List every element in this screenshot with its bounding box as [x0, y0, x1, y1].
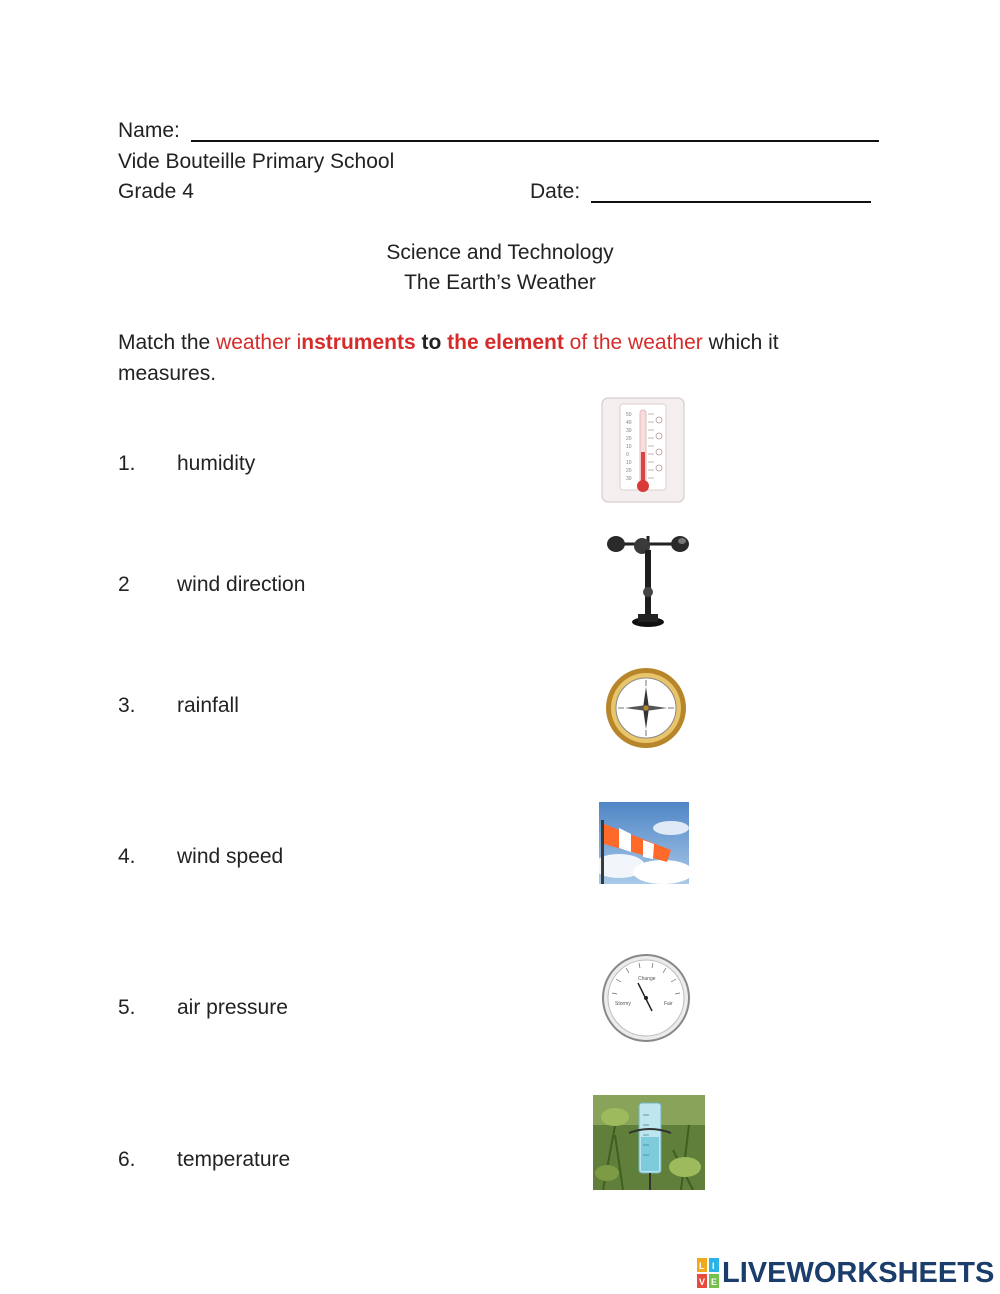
instr-part: nstruments — [301, 331, 416, 354]
item-label-humidity[interactable]: humidity — [177, 452, 256, 475]
item-label-wind-direction[interactable]: wind direction — [177, 573, 306, 596]
thermometer-scale-label: 20 — [626, 468, 632, 474]
instruction-line-2: measures. — [118, 362, 217, 385]
logo-text: LIVEWORKSHEETS — [722, 1256, 995, 1289]
item-number: 3. — [118, 694, 136, 717]
instruction-line-1 — [118, 330, 779, 356]
subject-title: Science and Technology — [386, 241, 614, 264]
compass-image[interactable] — [603, 667, 689, 749]
logo-letter: V — [699, 1277, 706, 1287]
windsock-image[interactable] — [599, 802, 689, 884]
item-label-wind-speed[interactable]: wind speed — [177, 845, 284, 868]
instr-part: the element — [447, 331, 564, 354]
item-number: 4. — [118, 845, 136, 868]
logo-letter: E — [711, 1277, 718, 1287]
item-number: 6. — [118, 1148, 136, 1171]
thermometer-scale-label: 30 — [626, 476, 632, 482]
instr-part: weather i — [216, 331, 302, 354]
item-label-air-pressure[interactable]: air pressure — [177, 996, 288, 1019]
barometer-dial-label: Fair — [664, 1001, 673, 1007]
item-number: 1. — [118, 452, 136, 475]
thermometer-scale-label: 30 — [626, 428, 632, 434]
barometer-dial-label: Change — [638, 976, 656, 982]
instr-part: which it — [702, 331, 779, 354]
rain-gauge-image[interactable] — [593, 1095, 705, 1190]
name-label: Name: — [118, 119, 180, 142]
school-name: Vide Bouteille Primary School — [118, 150, 395, 173]
logo-letter: I — [712, 1261, 715, 1271]
item-number: 5. — [118, 996, 136, 1019]
thermometer-scale-label: 0 — [626, 452, 629, 458]
item-label-rainfall[interactable]: rainfall — [177, 694, 239, 717]
thermometer-scale-label: 40 — [626, 420, 632, 426]
thermometer-scale-label: 20 — [626, 436, 632, 442]
date-blank[interactable] — [591, 201, 871, 203]
grade-label: Grade 4 — [118, 180, 194, 203]
barometer-image[interactable] — [598, 953, 694, 1043]
instr-part: to — [415, 331, 448, 354]
instr-part: Match the — [118, 331, 217, 354]
thermometer-image[interactable] — [600, 396, 686, 504]
name-blank[interactable] — [191, 140, 879, 142]
thermometer-scale-label: 10 — [626, 444, 632, 450]
liveworksheets-logo — [697, 1258, 994, 1288]
thermometer-scale-label: 50 — [626, 412, 632, 418]
barometer-dial-label: Stormy — [615, 1001, 631, 1007]
instr-part: of the weather — [563, 331, 703, 354]
thermometer-scale-label: 10 — [626, 460, 632, 466]
topic-title: The Earth’s Weather — [404, 271, 596, 294]
anemometer-image[interactable] — [604, 530, 690, 632]
item-number: 2 — [118, 573, 130, 596]
date-label: Date: — [530, 180, 581, 203]
logo-letter: L — [699, 1261, 705, 1271]
item-label-temperature[interactable]: temperature — [177, 1148, 291, 1171]
logo-mark-icon — [697, 1258, 719, 1288]
